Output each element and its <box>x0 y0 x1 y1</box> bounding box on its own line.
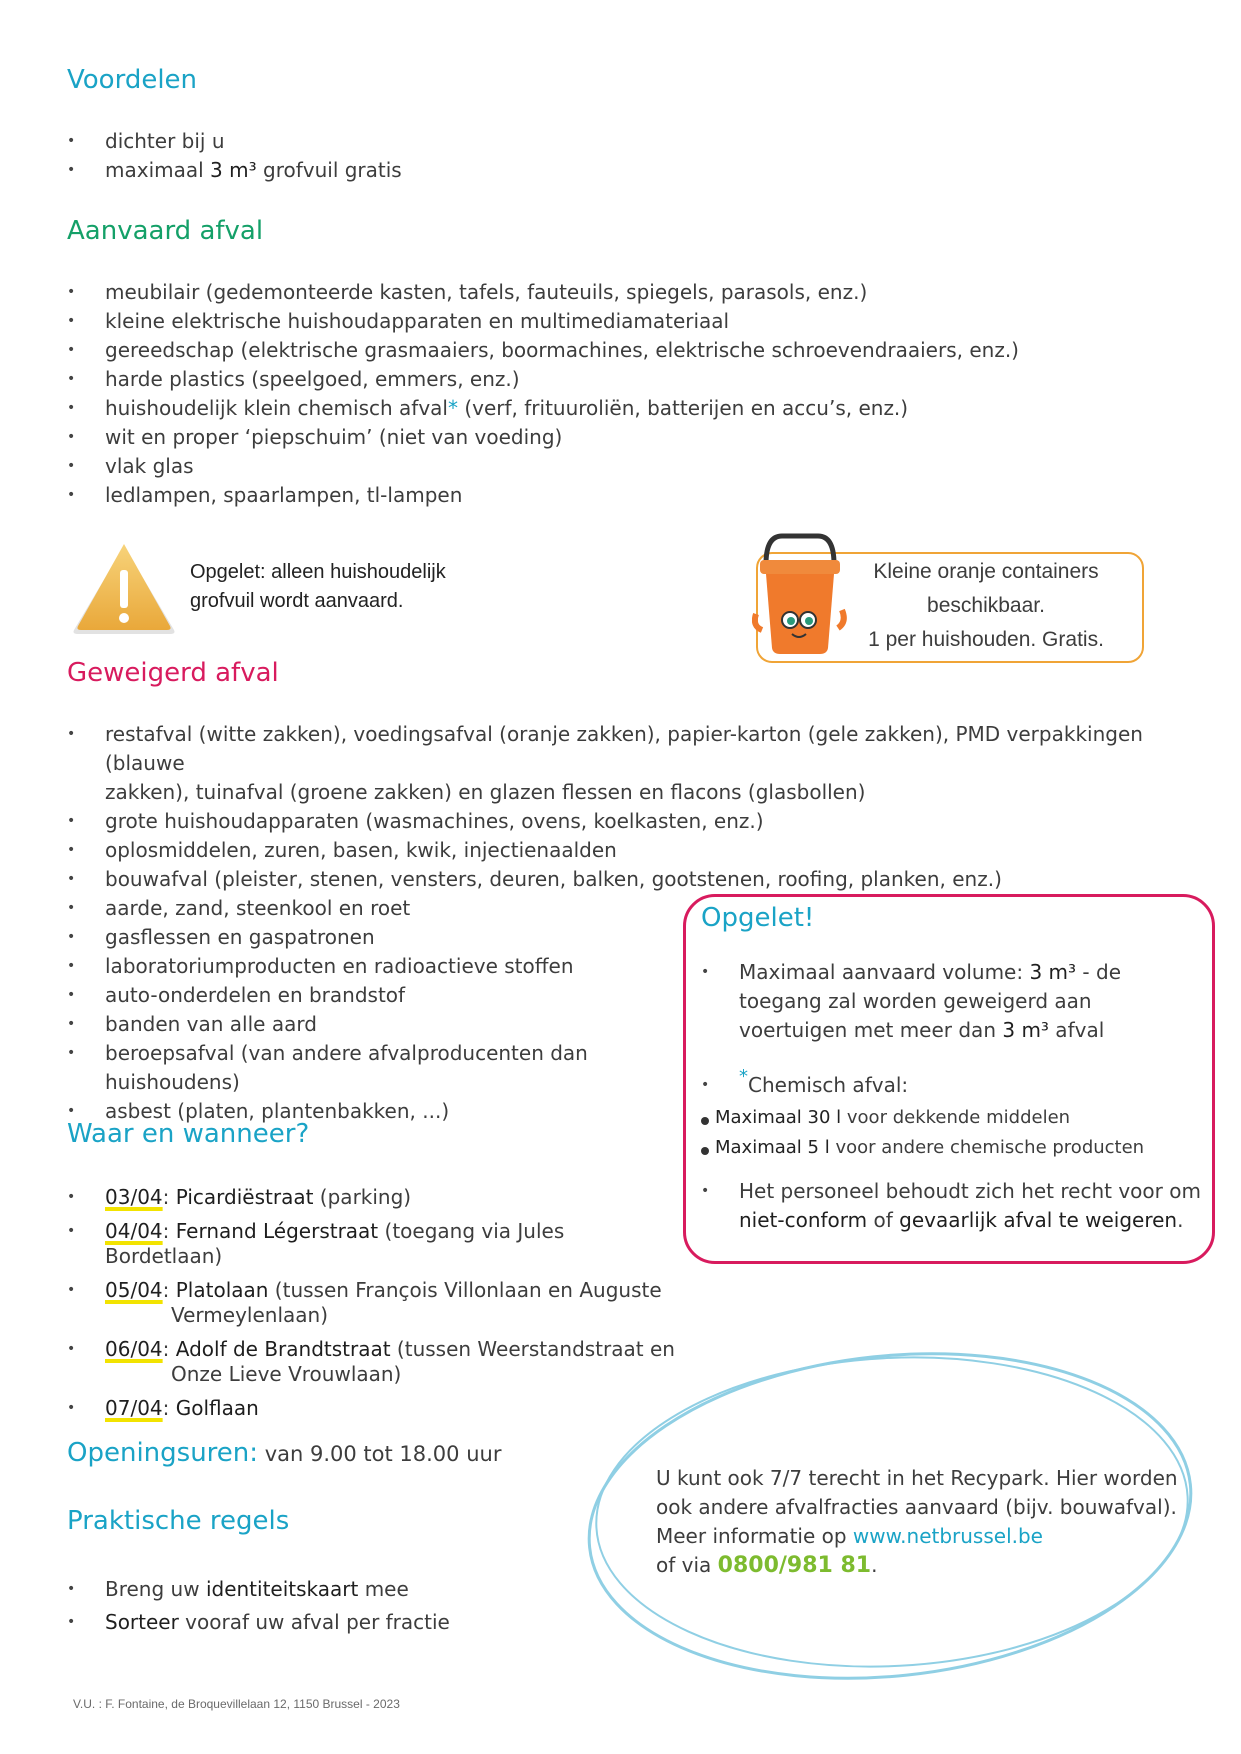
list-item: • 06/04: Adolf de Brandtstraat (tussen Weerstandstraat en Onze Lieve Vrouwlaan) <box>67 1337 687 1387</box>
aanvaard-list <box>67 278 1019 510</box>
list-item: • 03/04: Picardiëstraat (parking) <box>67 1185 687 1210</box>
orange-container-icon <box>752 530 847 660</box>
list-item: • Maximaal aanvaard volume: 3 m³ - de toegang zal worden geweigerd aan voertuigen met meer dan 3 m³ afval <box>701 958 1201 1045</box>
list-item: • bouwafval (pleister, stenen, vensters, deuren, balken, gootstenen, roofing, planken, enz.) <box>67 865 1147 894</box>
voordelen-list <box>67 127 402 185</box>
list-item: • maximaal 3 m³ grofvuil gratis <box>67 156 402 185</box>
list-item: • 07/04: Golflaan <box>67 1396 687 1421</box>
warning-text: Opgelet: alleen huishoudelijk grofvuil wordt aanvaard. <box>190 561 446 612</box>
netbrussel-link[interactable]: www.netbrussel.be <box>852 1524 1043 1548</box>
aanvaard-title: Aanvaard afval <box>67 216 264 246</box>
list-item: • huishoudelijk klein chemisch afval* (verf, frituuroliën, batterijen en accu’s, enz.) <box>67 394 1019 423</box>
geweigerd-title: Geweigerd afval <box>67 658 279 688</box>
list-item: • meubilair (gedemonteerde kasten, tafels, fauteuils, spiegels, parasols, enz.) <box>67 278 1019 307</box>
list-item: • Breng uw identiteitskaart mee <box>67 1575 450 1604</box>
list-item: • 04/04: Fernand Légerstraat (toegang via Jules Bordetlaan) <box>67 1219 687 1269</box>
list-item: • beroepsafval (van andere afvalproducenten dan huishoudens) <box>67 1039 1147 1097</box>
footer-publisher: V.U. : F. Fontaine, de Broquevillelaan 12, 1150 Brussel - 2023 <box>73 1697 400 1711</box>
openingsuren: Openingsuren: van 9.00 tot 18.00 uur <box>67 1438 502 1468</box>
opgelet-title: Opgelet! <box>701 903 815 933</box>
list-item: • gasflessen en gaspatronen <box>67 923 1147 952</box>
list-item: • restafval (witte zakken), voedingsafval (oranje zakken), papier-karton (gele zakken), PMD verpakkingen (blauwe zakken), tuinafval (groene zakken) en glazen flessen en flacons (glasbollen) <box>67 720 1147 807</box>
list-item: • kleine elektrische huishoudapparaten en multimediamateriaal <box>67 307 1019 336</box>
list-item: • auto-onderdelen en brandstof <box>67 981 1147 1010</box>
praktisch-title: Praktische regels <box>67 1506 290 1536</box>
list-item: • Het personeel behoudt zich het recht voor om niet-conform of gevaarlijk afval te weigeren. <box>701 1177 1201 1235</box>
list-item: • laboratoriumproducten en radioactieve stoffen <box>67 952 1147 981</box>
list-item: • Sorteer vooraf uw afval per fractie <box>67 1608 450 1637</box>
phone-number[interactable]: 0800/981 81 <box>717 1553 872 1578</box>
list-item: • oplosmiddelen, zuren, basen, kwik, injectienaalden <box>67 836 1147 865</box>
chem-sub-item: Maximaal 5 l voor andere chemische producten <box>701 1133 1201 1163</box>
waar-title: Waar en wanneer? <box>67 1119 310 1149</box>
list-item: • grote huishoudapparaten (wasmachines, ovens, koelkasten, enz.) <box>67 807 1147 836</box>
warning-icon <box>70 540 178 638</box>
list-item: • wit en proper ‘piepschuim’ (niet van voeding) <box>67 423 1019 452</box>
praktisch-list <box>67 1575 450 1637</box>
list-item: • dichter bij u <box>67 127 402 156</box>
recypark-text: U kunt ook 7/7 terecht in het Recypark. Hier worden ook andere afvalfracties aanvaard (bijv. bouwafval). Meer informatie op www.netbrussel.be of via 0800/981 81. <box>656 1466 1178 1578</box>
list-item: • aarde, zand, steenkool en roet <box>67 894 1147 923</box>
list-item: • ledlampen, spaarlampen, tl-lampen <box>67 481 1019 510</box>
list-item: • 05/04: Platolaan (tussen François Villonlaan en Auguste Vermeylenlaan) <box>67 1278 687 1328</box>
containers-text: Kleine oranje containers beschikbaar. 1 per huishouden. Gratis. <box>868 560 1104 651</box>
chem-sub-item: Maximaal 30 l voor dekkende middelen <box>701 1103 1201 1133</box>
list-item: • asbest (platen, plantenbakken, ...) <box>67 1097 1147 1126</box>
list-item: • vlak glas <box>67 452 1019 481</box>
list-item: • *Chemisch afval: Maximaal 30 l voor dekkende middelen Maximaal 5 l voor andere chemische producten <box>701 1071 1201 1163</box>
list-item: • harde plastics (speelgoed, emmers, enz.) <box>67 365 1019 394</box>
opgelet-list <box>701 958 1201 1235</box>
list-item: • gereedschap (elektrische grasmaaiers, boormachines, elektrische schroevendraaiers, enz.) <box>67 336 1019 365</box>
list-item: • banden van alle aard <box>67 1010 1147 1039</box>
voordelen-title: Voordelen <box>67 65 198 95</box>
